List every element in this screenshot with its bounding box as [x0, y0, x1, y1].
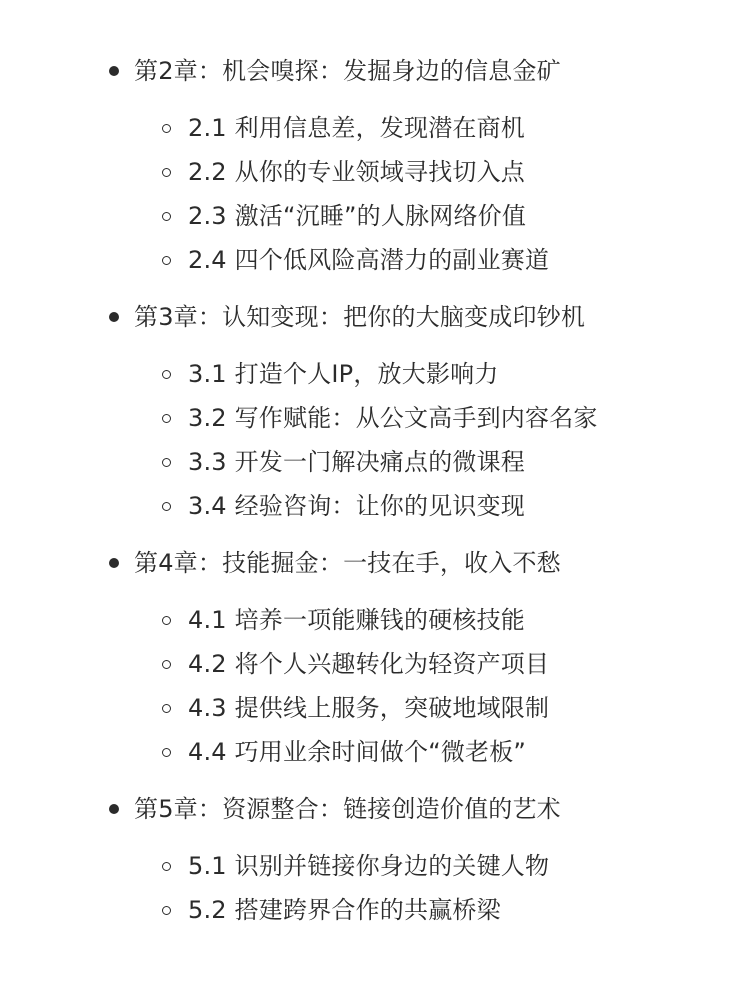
list-item [0, 733, 750, 777]
hollow-bullet-icon [162, 212, 171, 221]
list-item [0, 355, 750, 399]
list-item [0, 197, 750, 241]
hollow-bullet-icon [162, 616, 171, 625]
section-title: 4.3 提供线上服务，突破地域限制 [188, 694, 550, 722]
hollow-bullet-icon [162, 370, 171, 379]
section-title: 3.1 打造个人IP，放大影响力 [188, 360, 499, 388]
section-title: 4.2 将个人兴趣转化为轻资产项目 [188, 650, 550, 678]
list-item [0, 689, 750, 733]
hollow-bullet-icon [162, 124, 171, 133]
section-title: 5.2 搭建跨界合作的共赢桥梁 [188, 896, 501, 924]
section-title: 4.1 培养一项能赚钱的硬核技能 [188, 606, 525, 634]
hollow-bullet-icon [162, 414, 171, 423]
hollow-bullet-icon [162, 256, 171, 265]
list-item [0, 443, 750, 487]
section-title: 5.1 识别并链接你身边的关键人物 [188, 852, 550, 880]
hollow-bullet-icon [162, 862, 171, 871]
hollow-bullet-icon [162, 748, 171, 757]
chapter-heading [0, 296, 750, 340]
list-item [0, 891, 750, 935]
chapter-2 [0, 50, 750, 274]
filled-bullet-icon [109, 312, 119, 322]
chapter-4 [0, 542, 750, 766]
chapter-heading [0, 542, 750, 586]
hollow-bullet-icon [162, 906, 171, 915]
list-item [0, 109, 750, 153]
filled-bullet-icon [109, 558, 119, 568]
chapter-heading [0, 788, 750, 832]
section-title: 2.2 从你的专业领域寻找切入点 [188, 158, 525, 186]
chapter-3 [0, 296, 750, 520]
section-title: 2.4 四个低风险高潜力的副业赛道 [188, 246, 550, 274]
chapter-5 [0, 788, 750, 924]
list-item [0, 847, 750, 891]
list-item [0, 241, 750, 285]
filled-bullet-icon [109, 66, 119, 76]
section-title: 3.3 开发一门解决痛点的微课程 [188, 448, 525, 476]
list-item [0, 487, 750, 531]
chapter-title: 第5章：资源整合：链接创造价值的艺术 [134, 795, 561, 823]
hollow-bullet-icon [162, 660, 171, 669]
hollow-bullet-icon [162, 704, 171, 713]
list-item [0, 601, 750, 645]
list-item [0, 399, 750, 443]
hollow-bullet-icon [162, 168, 171, 177]
chapter-heading [0, 50, 750, 94]
section-title: 2.3 激活“沉睡”的人脉网络价值 [188, 202, 527, 230]
list-item [0, 645, 750, 689]
list-item [0, 153, 750, 197]
section-title: 2.1 利用信息差，发现潜在商机 [188, 114, 525, 142]
section-title: 4.4 巧用业余时间做个“微老板” [188, 738, 527, 766]
chapter-title: 第3章：认知变现：把你的大脑变成印钞机 [134, 303, 586, 331]
hollow-bullet-icon [162, 458, 171, 467]
filled-bullet-icon [109, 804, 119, 814]
chapter-title: 第4章：技能掘金：一技在手，收入不愁 [134, 549, 561, 577]
hollow-bullet-icon [162, 502, 171, 511]
section-title: 3.2 写作赋能：从公文高手到内容名家 [188, 404, 598, 432]
section-title: 3.4 经验咨询：让你的见识变现 [188, 492, 525, 520]
chapter-title: 第2章：机会嗅探：发掘身边的信息金矿 [134, 57, 561, 85]
